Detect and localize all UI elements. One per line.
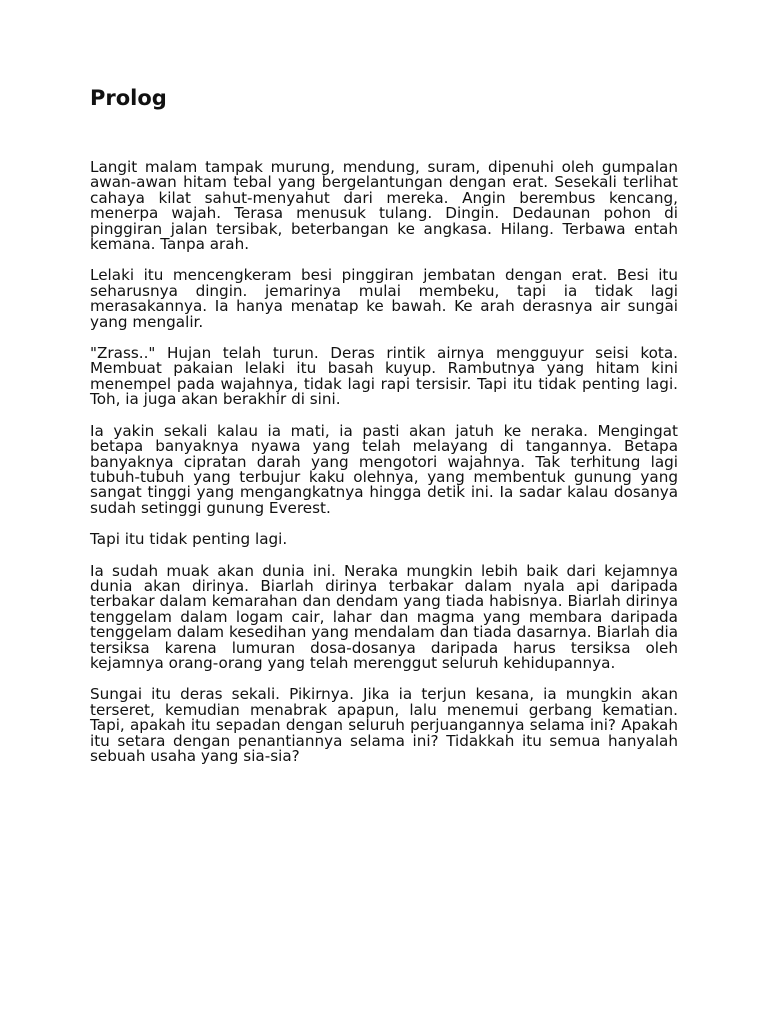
paragraph-3: "Zrass.." Hujan telah turun. Deras rintik airnya mengguyur seisi kota. Membuat pakaian lelaki itu basah kuyup. Rambutnya yang hitam kini menempel pada wajahnya, tidak lagi rapi tersisir. Tapi itu tidak penting lagi. Toh, ia juga akan berakhir di sini. (90, 344, 678, 409)
paragraph-1: Langit malam tampak murung, mendung, suram, dipenuhi oleh gumpalan awan-awan hitam tebal yang bergelantungan dengan erat. Sesekali terlihat cahaya kilat sahut-menyahut dari mereka. Angin berembus kencang, menerpa wajah. Terasa menusuk tulang. Dingin. Dedaunan pohon di pinggiran jalan tersibak, beterbangan ke angkasa. Hilang. Terbawa entah kemana. Tanpa arah. (90, 158, 678, 254)
document-page (90, 82, 678, 780)
paragraph-2: Lelaki itu mencengkeram besi pinggiran jembatan dengan erat. Besi itu seharusnya dingin. jemarinya mulai membeku, tapi ia tidak lagi merasakannya. Ia hanya menatap ke bawah. Ke arah derasnya air sungai yang mengalir. (90, 266, 678, 331)
paragraph-7: Sungai itu deras sekali. Pikirnya. Jika ia terjun kesana, ia mungkin akan terseret, kemudian menabrak apapun, lalu menemui gerbang kematian. Tapi, apakah itu sepadan dengan seluruh perjuangannya selama ini? Apakah itu setara dengan penantiannya selama ini? Tidakkah itu semua hanyalah sebuah usaha yang sia-sia? (90, 685, 678, 765)
paragraph-6: Ia sudah muak akan dunia ini. Neraka mungkin lebih baik dari kejamnya dunia akan dirinya. Biarlah dirinya terbakar dalam nyala api daripada terbakar dalam kemarahan dan dendam yang tiada habisnya. Biarlah dirinya tenggelam dalam logam cair, lahar dan magma yang membara daripada tenggelam dalam kesedihan yang mendalam dan tiada dasarnya. Biarlah dia tersiksa karena lumuran dosa-dosanya daripada harus tersiksa oleh kejamnya orang-orang yang telah merenggut seluruh kehidupannya. (90, 561, 678, 672)
paragraph-5: Tapi itu tidak penting lagi. (90, 530, 288, 549)
document-title: Prolog (90, 86, 167, 110)
paragraph-4: Ia yakin sekali kalau ia mati, ia pasti akan jatuh ke neraka. Mengingat betapa banyaknya nyawa yang telah melayang di tangannya. Betapa banyaknya cipratan darah yang mengotori wajahnya. Tak terhitung lagi tubuh-tubuh yang terbujur kaku olehnya, yang membentuk gunung yang sangat tinggi yang mengangkatnya hingga detik ini. Ia sadar kalau dosanya sudah setinggi gunung Everest. (90, 421, 678, 517)
